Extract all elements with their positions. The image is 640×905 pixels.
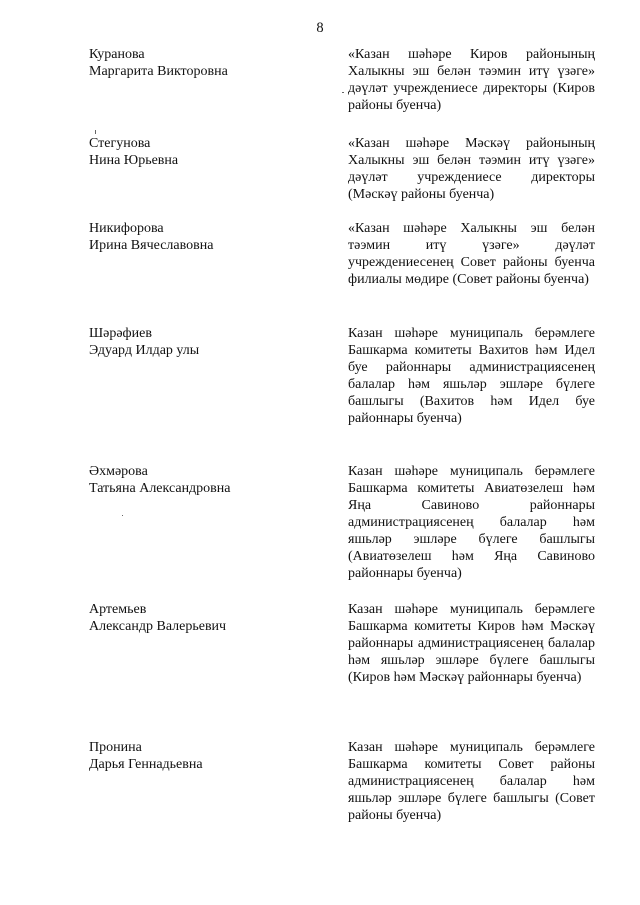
- page-number: 8: [316, 20, 324, 36]
- given-names: Нина Юрьевна: [89, 153, 179, 168]
- position-description: «Казан шәһәре Мәскәү районының Халыкны эш белән тәэмин итү үзәге» дәүләт учреждениесе директоры (Мәскәү районы буенча): [348, 136, 595, 202]
- position-description: «Казан шәһәре Халыкны эш белән тәэмин итү үзәге» дәүләт учреждениесенең Совет районы буенча филиалы мөдире (Совет районы буенча): [348, 221, 595, 287]
- surname: Стегунова: [89, 136, 151, 151]
- position-description: Казан шәһәре муниципаль берәмлеге Башкарма комитеты Авиатөзелеш һәм Яңа Савиново районнары администрациясенең балалар һәм яшьләр эшләре бүлеге башлыгы (Авиатөзелеш һәм Яңа Савиново районнары буенча): [348, 464, 595, 581]
- person-name: [89, 220, 319, 254]
- scan-mark: [122, 515, 123, 516]
- given-names: Дарья Геннадьевна: [89, 757, 203, 772]
- given-names: Александр Валерьевич: [89, 619, 227, 634]
- surname: Әхмәрова: [89, 464, 148, 479]
- person-name: [89, 325, 319, 359]
- position-description: Казан шәһәре муниципаль берәмлеге Башкарма комитеты Киров һәм Мәскәү районнары администрациясенең балалар һәм яшьләр эшләре бүлеге башлыгы (Киров һәм Мәскәү районнары буенча): [348, 602, 595, 685]
- surname: Никифорова: [89, 221, 164, 236]
- position-description: Казан шәһәре муниципаль берәмлеге Башкарма комитеты Вахитов һәм Идел буе районнары администрациясенең балалар һәм яшьләр эшләре бүлеге башлыгы (Вахитов һәм Идел буе районнары буенча): [348, 326, 595, 426]
- scan-mark: [342, 92, 344, 93]
- position-description: «Казан шәһәре Киров районының Халыкны эш белән тәэмин итү үзәге» дәүләт учреждениесе директоры (Киров районы буенча): [348, 47, 595, 113]
- person-name: [89, 463, 319, 497]
- person-name: [89, 601, 319, 635]
- given-names: Ирина Вячеславовна: [89, 238, 214, 253]
- person-name: [89, 135, 319, 169]
- person-name: [89, 739, 319, 773]
- person-name: [89, 46, 319, 80]
- position-description: Казан шәһәре муниципаль берәмлеге Башкарма комитеты Совет районы администрациясенең балалар һәм яшьләр эшләре бүлеге башлыгы (Совет районы буенча): [348, 740, 595, 823]
- surname: Пронина: [89, 740, 142, 755]
- given-names: Маргарита Викторовна: [89, 64, 228, 79]
- given-names: Татьяна Александровна: [89, 481, 231, 496]
- scan-mark: [95, 130, 96, 134]
- surname: Артемьев: [89, 602, 147, 617]
- surname: Куранова: [89, 47, 145, 62]
- surname: Шәрәфиев: [89, 326, 152, 341]
- given-names: Эдуард Илдар улы: [89, 343, 200, 358]
